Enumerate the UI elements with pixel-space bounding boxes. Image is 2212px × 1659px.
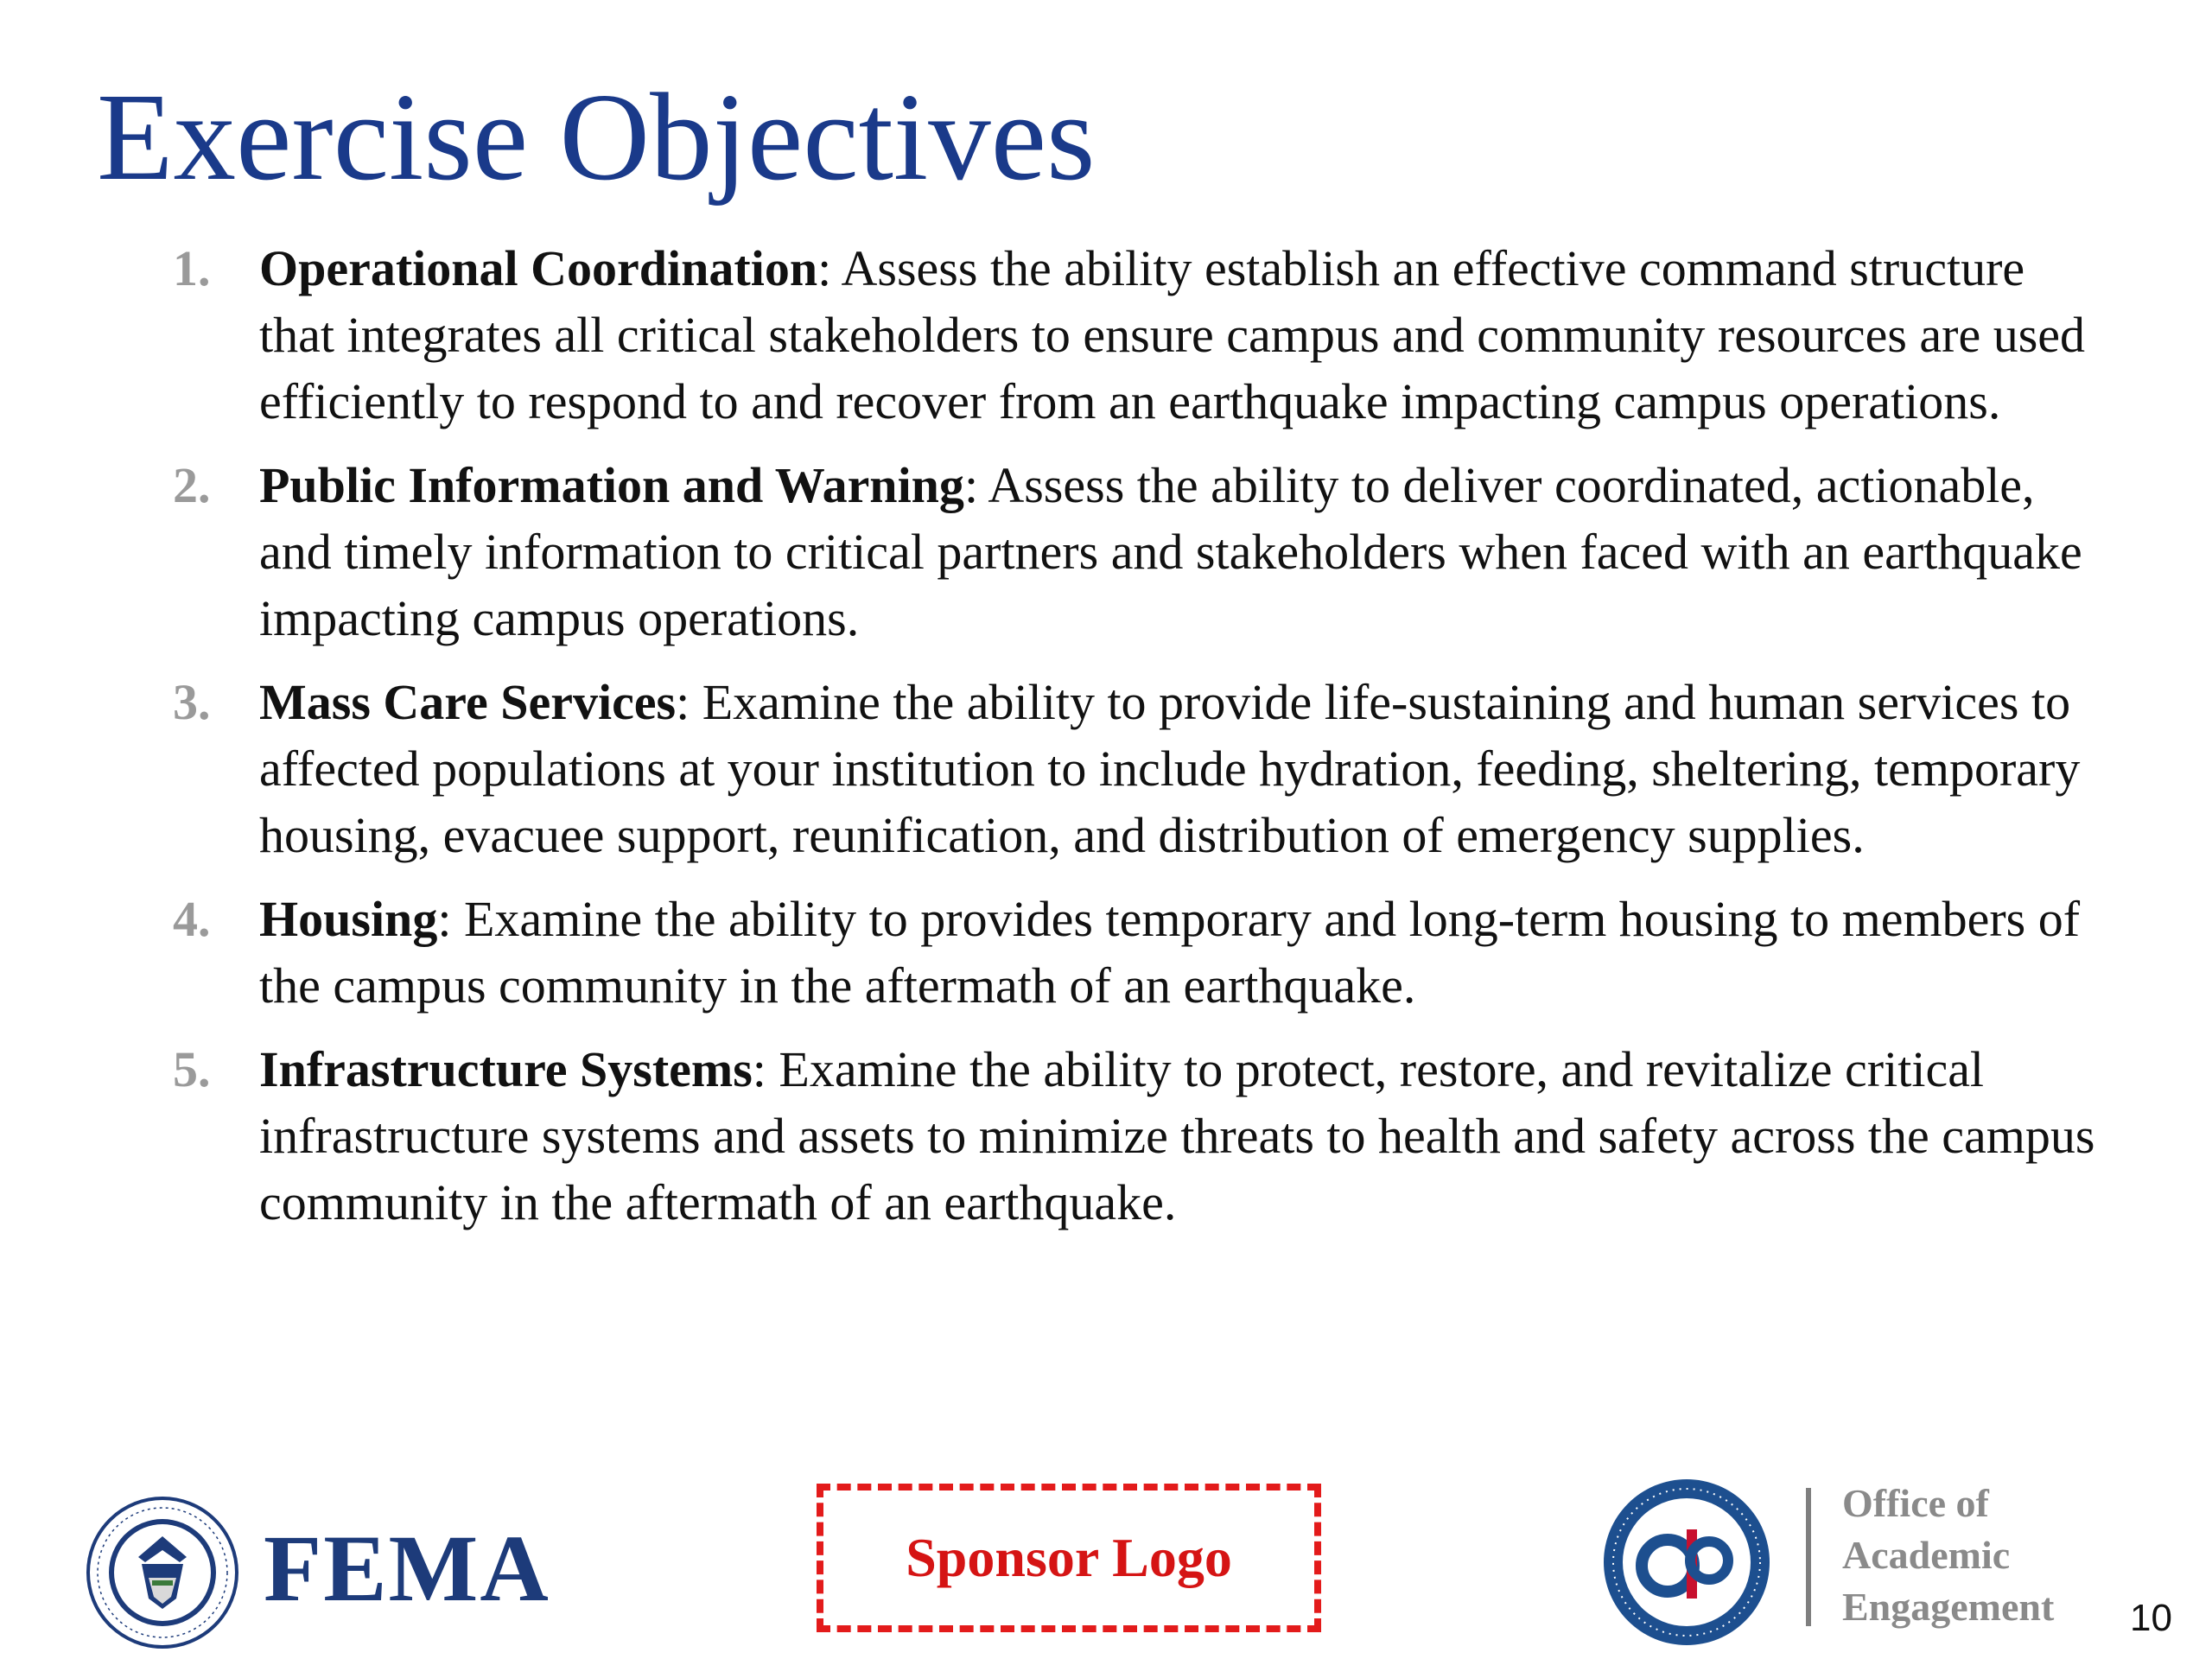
list-item — [173, 669, 2108, 868]
item-title: Mass Care Services — [259, 674, 677, 730]
list-item — [173, 235, 2108, 435]
item-description: : Examine the ability to provides temporary and long-term housing to members of the campus community in the aftermath of an earthquake. — [259, 891, 2081, 1014]
item-text — [259, 669, 2108, 868]
sponsor-logo-placeholder — [817, 1484, 1321, 1632]
oae-line: Engagement — [1842, 1585, 2055, 1629]
item-number: 1. — [173, 240, 211, 296]
item-text — [259, 886, 2108, 1019]
item-text — [259, 1036, 2108, 1236]
item-text — [259, 452, 2108, 652]
oae-line: Academic — [1842, 1533, 2011, 1577]
item-number: 2. — [173, 457, 211, 513]
fema-logo: FEMA — [264, 1516, 550, 1621]
item-title: Infrastructure Systems — [259, 1041, 753, 1097]
item-number: 4. — [173, 891, 211, 947]
item-description: : Assess the ability to deliver coordinated, actionable, and timely information to critical partners and stakeholders when faced with an earthquake impacting campus operations. — [259, 457, 2082, 646]
crp-seal-icon — [1600, 1476, 1773, 1649]
item-description: : Assess the ability establish an effective command structure that integrates all critical stakeholders to ensure campus and community resources are used efficiently to respond to and recover from an earthquake impacting campus operations. — [259, 240, 2086, 429]
item-text — [259, 235, 2108, 435]
dhs-seal-icon — [85, 1495, 240, 1650]
oae-logo-text — [1842, 1478, 2054, 1633]
list-item — [173, 886, 2108, 1019]
slide-footer — [0, 1469, 2212, 1659]
item-number: 3. — [173, 674, 211, 730]
objectives-list — [173, 235, 2108, 1253]
oae-line: Office of — [1842, 1481, 1989, 1525]
sponsor-logo-label: Sponsor Logo — [906, 1527, 1232, 1588]
item-title: Operational Coordination — [259, 240, 818, 296]
list-item — [173, 452, 2108, 652]
list-item — [173, 1036, 2108, 1236]
logo-divider — [1806, 1488, 1811, 1626]
slide-title: Exercise Objectives — [97, 68, 1096, 207]
item-description: : Examine the ability to protect, restore, and revitalize critical infrastructure systems and assets to minimize threats to health and safety across the campus community in the aftermath of an earthquake. — [259, 1041, 2095, 1230]
page-number: 10 — [2130, 1597, 2172, 1639]
item-description: : Examine the ability to provide life-sustaining and human services to affected populations at your institution to include hydration, feeding, sheltering, temporary housing, evacuee support, reunification, and distribution of emergency supplies. — [259, 674, 2081, 863]
item-title: Housing — [259, 891, 438, 947]
item-title: Public Information and Warning — [259, 457, 964, 513]
item-number: 5. — [173, 1041, 211, 1097]
